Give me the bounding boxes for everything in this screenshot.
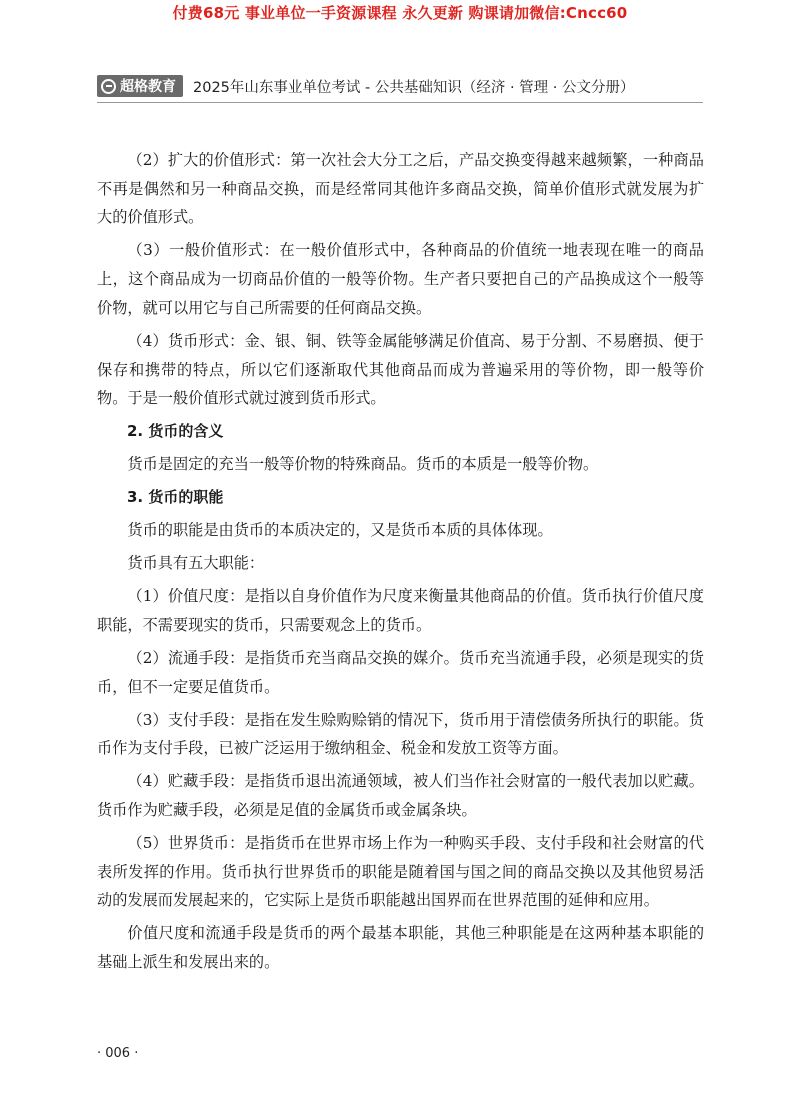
- section-heading: 3. 货币的职能: [127, 488, 224, 507]
- logo-text: 超格教育: [120, 79, 176, 95]
- paragraph: （4）贮藏手段：是指货币退出流通领域，被人们当作社会财富的一般代表加以贮藏。货币作为贮藏手段，必须是足值的金属货币或金属条块。: [97, 772, 704, 820]
- paragraph: 价值尺度和流通手段是货币的两个最基本职能，其他三种职能是在这两种基本职能的基础上派生和发展出来的。: [97, 924, 704, 972]
- brand-logo: [97, 75, 183, 97]
- paragraph: （2）扩大的价值形式：第一次社会大分工之后，产品交换变得越来越频繁，一种商品不再是偶然和另一种商品交换，而是经常同其他许多商品交换，简单价值形式就发展为扩大的价值形式。: [97, 151, 704, 227]
- paragraph: （3）支付手段：是指在发生赊购赊销的情况下，货币用于清偿债务所执行的职能。货币作为支付手段，已被广泛运用于缴纳租金、税金和发放工资等方面。: [97, 710, 704, 758]
- paragraph: （5）世界货币：是指货币在世界市场上作为一种购买手段、支付手段和社会财富的代表所发挥的作用。货币执行世界货币的职能是随着国与国之间的商品交换以及其他贸易活动的发展而发展起来的，它实际上是货币职能越出国界而在世界范围的延伸和应用。: [97, 834, 704, 910]
- watermark-banner: 付费68元 事业单位一手资源课程 永久更新 购课请加微信:Cncc60: [172, 4, 628, 22]
- paragraph: （3）一般价值形式：在一般价值形式中，各种商品的价值统一地表现在唯一的商品上，这个商品成为一切商品价值的一般等价物。生产者只要把自己的产品换成这个一般等价物，就可以用它与自己所需要的任何商品交换。: [97, 241, 704, 317]
- page-header: [97, 73, 703, 99]
- paragraph: 货币的职能是由货币的本质决定的，又是货币本质的具体体现。: [127, 521, 553, 540]
- paragraph: 货币是固定的充当一般等价物的特殊商品。货币的本质是一般等价物。: [127, 455, 599, 474]
- header-title: 2025年山东事业单位考试 - 公共基础知识（经济 · 管理 · 公文分册）: [193, 79, 635, 96]
- header-divider: [97, 102, 703, 103]
- paragraph: （1）价值尺度：是指以自身价值作为尺度来衡量其他商品的价值。货币执行价值尺度职能，不需要现实的货币，只需要观念上的货币。: [97, 587, 704, 634]
- section-heading: 2. 货币的含义: [127, 422, 224, 441]
- document-body: [97, 146, 704, 981]
- logo-icon: [101, 79, 116, 94]
- paragraph: 货币具有五大职能：: [127, 554, 265, 573]
- page-number: · 006 ·: [97, 1046, 139, 1061]
- paragraph: （2）流通手段：是指货币充当商品交换的媒介。货币充当流通手段，必须是现实的货币，但不一定要足值货币。: [97, 648, 704, 696]
- paragraph: （4）货币形式：金、银、铜、铁等金属能够满足价值高、易于分割、不易磨损、便于保存和携带的特点，所以它们逐渐取代其他商品而成为普遍采用的等价物，即一般等价物。于是一般价值形式就过渡到货币形式。: [97, 331, 704, 408]
